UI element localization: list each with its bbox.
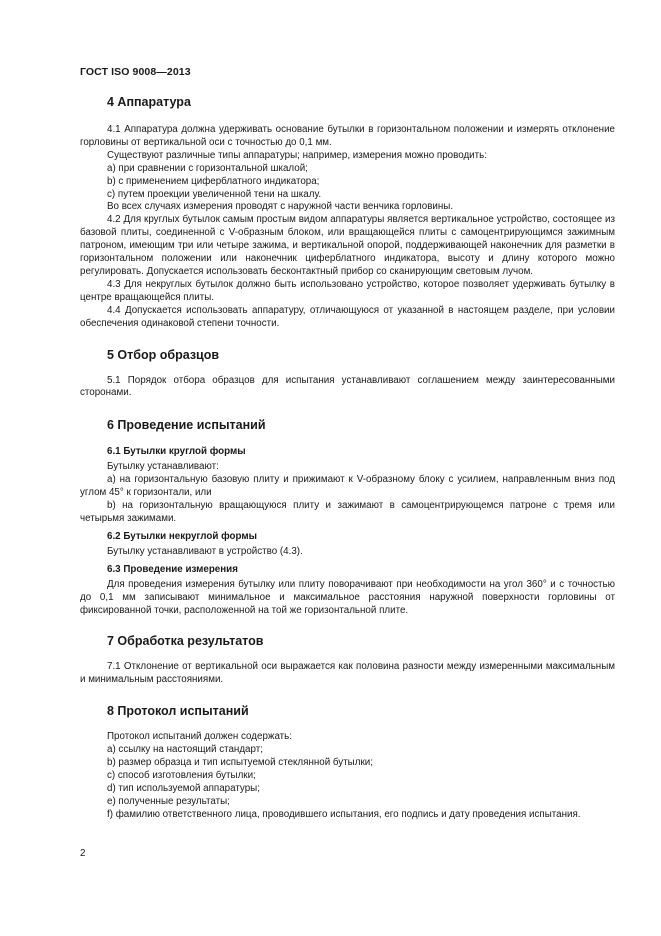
page-number: 2	[80, 848, 86, 859]
paragraph-6-1: Бутылку устанавливают:	[107, 461, 219, 473]
section-7-title: 7 Обработка результатов	[107, 634, 264, 649]
paragraph-4-3: 4.3 Для некруглых бутылок должно быть использовано устройство, которое позволяет удерживать бутылку в центре вращающейся плиты.	[80, 278, 615, 303]
section-8-title: 8 Протокол испытаний	[107, 704, 249, 719]
list-item-4-a: a) при сравнении с горизонтальной шкалой;	[107, 162, 308, 174]
paragraph-8-intro: Протокол испытаний должен содержать:	[107, 731, 292, 743]
paragraph-4-4: 4.4 Допускается использовать аппаратуру, отличающуюся от указанной в настоящем разделе, при условии обеспечения одинаковой степени точности.	[80, 304, 615, 329]
section-6-title: 6 Проведение испытаний	[107, 418, 266, 433]
list-item-8-b: b) размер образца и тип испытуемой стеклянной бутылки;	[107, 757, 373, 769]
list-item-8-a: a) ссылку на настоящий стандарт;	[107, 744, 263, 756]
paragraph-4-1: 4.1 Аппаратура должна удерживать основание бутылки в горизонтальном положении и измерять отклонение горловины от вертикальной оси с точностью до 0,1 мм.	[80, 124, 615, 148]
paragraph-6-3: Для проведения измерения бутылку или плиту поворачивают при необходимости на угол 360° и с точностью до 0,1 мм записывают минимальное и максимальное расстояния наружной поверхности горловины от фиксированной точки, расположенной на той же горизонтальной плите.	[80, 578, 615, 616]
list-item-4-c: c) путем проекции увеличенной тени на шкалу.	[107, 188, 322, 200]
list-item-8-f: f) фамилию ответственного лица, проводившего испытания, его подпись и дату проведения испытания.	[107, 808, 581, 820]
subsection-6-3-title: 6.3 Проведение измерения	[107, 563, 238, 575]
paragraph-7-1: 7.1 Отклонение от вертикальной оси выражается как половина разности между измеренными максимальным и минимальным расстояниями.	[80, 661, 615, 686]
running-header: ГОСТ ISO 9008—2013	[80, 66, 191, 78]
document-body	[80, 88, 615, 822]
list-item-6-b: b) на горизонтальную вращающуюся плиту и зажимают в самоцентрирующемся патроне с тремя или четырьмя зажимами.	[80, 500, 615, 524]
section-5-title: 5 Отбор образцов	[107, 347, 220, 362]
list-item-8-d: d) тип используемой аппаратуры;	[107, 782, 260, 794]
list-item-8-c: c) способ изготовления бутылки;	[107, 770, 256, 781]
list-item-4-b: b) с применением циферблатного индикатора;	[107, 175, 320, 187]
list-item-6-a: a) на горизонтальную базовую плиту и прижимают к V-образному блоку с усилием, направленным вниз под углом 45° к горизонтали, или	[80, 474, 615, 499]
paragraph-5-1: 5.1 Порядок отбора образцов для испытания устанавливают соглашением между заинтересованными сторонами.	[80, 374, 615, 399]
paragraph-4-types: Существуют различные типы аппаратуры; например, измерения можно проводить:	[107, 149, 487, 161]
paragraph-4-note: Во всех случаях измерения проводят с наружной части венчика горловины.	[107, 201, 454, 213]
paragraph-6-2: Бутылку устанавливают в устройство (4.3).	[107, 545, 303, 557]
list-item-8-e: e) полученные результаты;	[107, 795, 230, 807]
subsection-6-1-title: 6.1 Бутылки круглой формы	[107, 446, 246, 458]
subsection-6-2-title: 6.2 Бутылки некруглой формы	[107, 530, 257, 542]
paragraph-4-2: 4.2 Для круглых бутылок самым простым видом аппаратуры является вертикальное устройство, состоящее из базовой плиты, соединенной с V-образным блоком, или вращающейся плиты с самоцентрирующимся зажимным патроном, имеющим три или четыре зажима, и вертикальной опорой, поддерживающей наконечник для разметки в горизонтальном положении или наконечник циферблатного индикатора, высоту и длину которого можно регулировать. Допускается использовать бесконтактный прибор со сканирующим световым лучом.	[80, 214, 615, 277]
section-4-title: 4 Аппаратура	[107, 95, 191, 109]
